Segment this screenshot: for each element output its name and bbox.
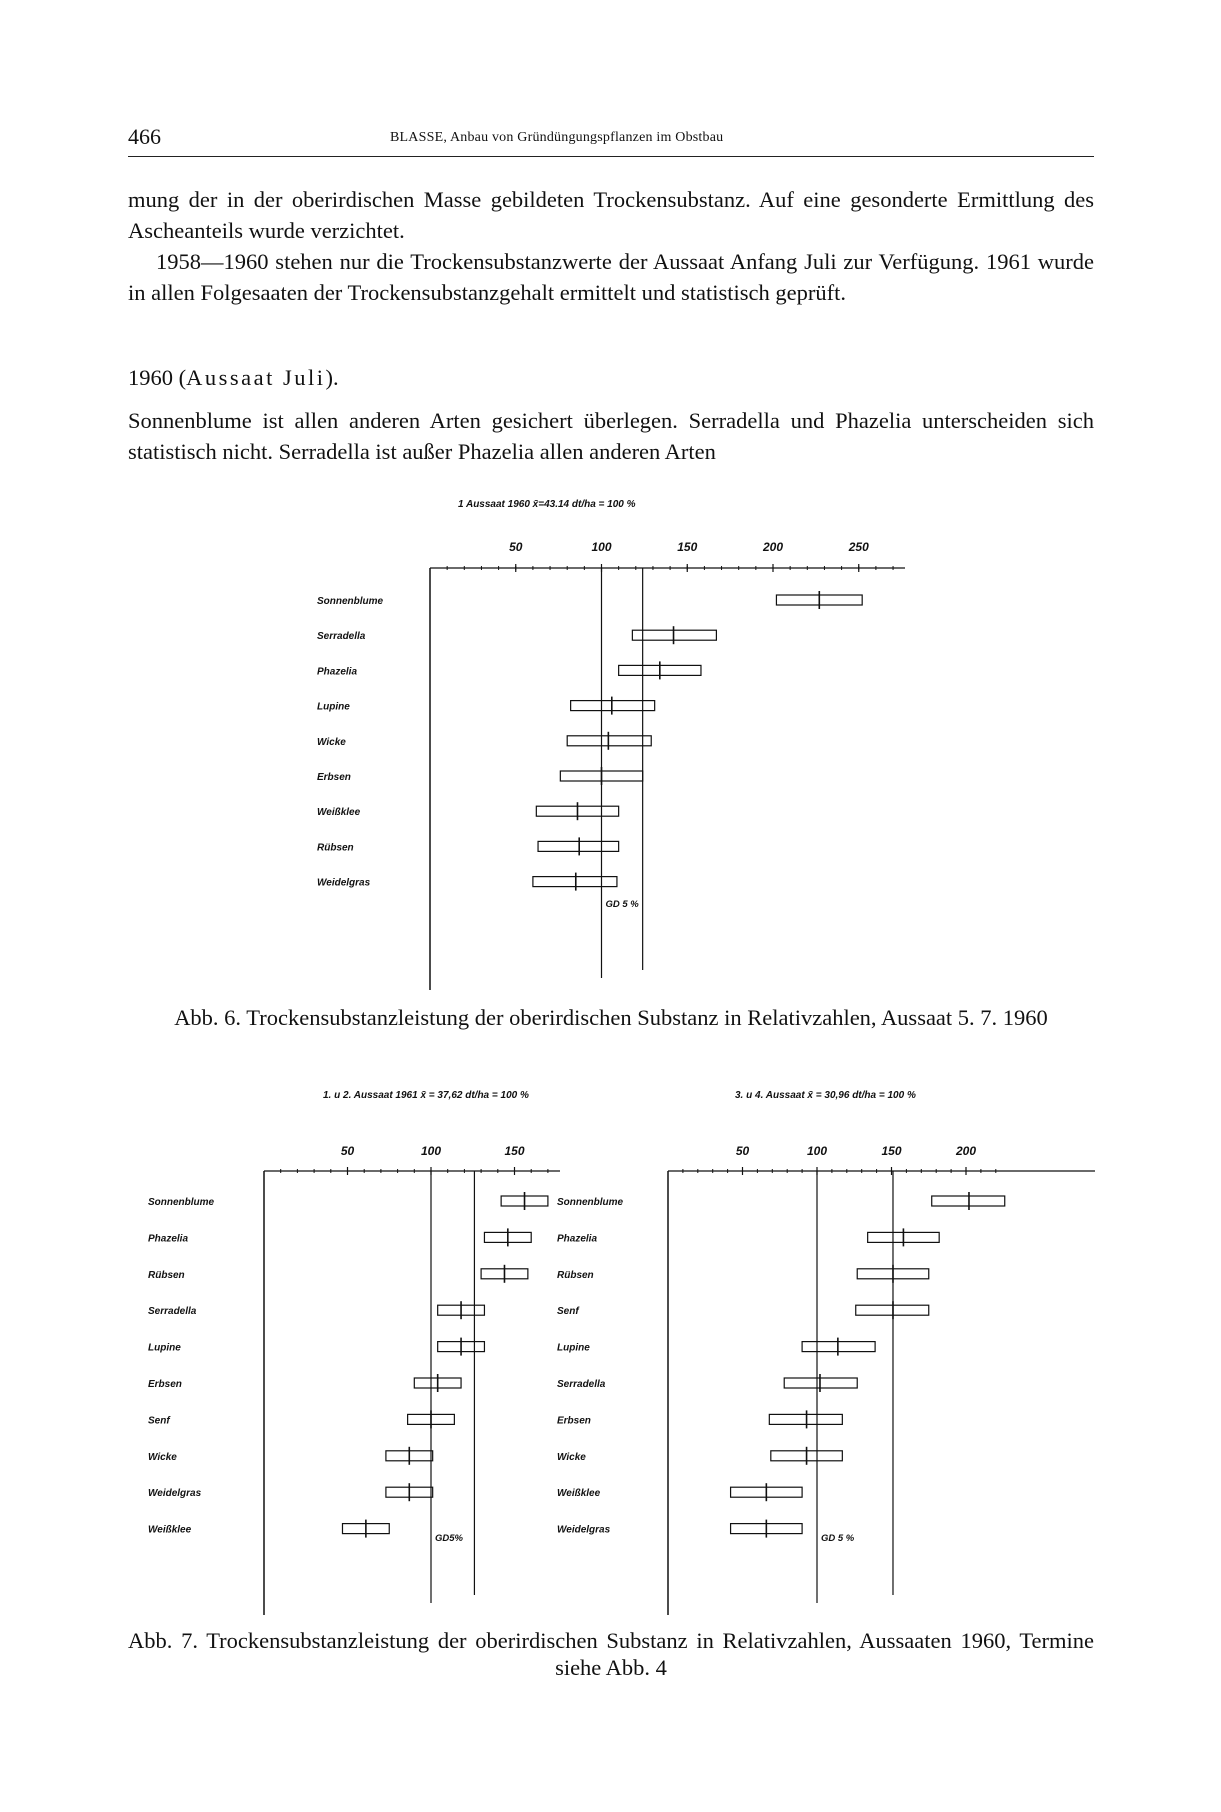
chart-title: 1 Aussaat 1960 x̄=43.14 dt/ha = 100 %: [458, 499, 636, 510]
tick-label: 200: [762, 540, 784, 554]
tick-label: 150: [881, 1144, 902, 1158]
gd-label: GD5%: [435, 1533, 463, 1544]
category-label: Phazelia: [317, 666, 358, 678]
tick-label: 100: [591, 540, 612, 554]
tick-label: 100: [806, 1144, 828, 1158]
category-label: Weidelgras: [148, 1488, 202, 1500]
category-label: Rübsen: [317, 842, 354, 854]
category-label: Serradella: [317, 631, 366, 643]
section-title-spaced: Aussaat Juli: [186, 365, 326, 390]
category-label: Wicke: [317, 736, 346, 748]
category-label: Weidelgras: [317, 877, 371, 889]
section-year: 1960 (: [128, 365, 187, 390]
category-label: Weißklee: [557, 1488, 601, 1500]
paragraph: Sonnenblume ist allen anderen Arten gesichert überlegen. Serradella und Phazelia unterscheiden sich statistisch nicht. Serradella ist außer Phazelia allen anderen Arten: [128, 408, 1094, 464]
tick-label: 250: [848, 540, 869, 554]
category-label: Sonnenblume: [148, 1197, 215, 1208]
category-label: Lupine: [557, 1342, 590, 1354]
interval-box: [571, 701, 655, 711]
category-label: Erbsen: [317, 772, 351, 783]
chart-title: 1. u 2. Aussaat 1961 x̄ = 37,62 dt/ha = 100 %: [323, 1090, 529, 1101]
tick-label: 150: [504, 1144, 525, 1158]
category-label: Sonnenblume: [557, 1197, 624, 1208]
category-label: Lupine: [148, 1342, 181, 1354]
category-label: Erbsen: [557, 1415, 591, 1427]
category-label: Phazelia: [557, 1233, 598, 1245]
category-label: Serradella: [557, 1379, 606, 1390]
category-label: Sonnenblume: [317, 596, 384, 607]
tick-label: 50: [509, 540, 523, 554]
category-label: Rübsen: [148, 1269, 185, 1281]
category-label: Senf: [557, 1306, 579, 1318]
gd-label: GD 5 %: [605, 899, 639, 910]
category-label: Weißklee: [148, 1524, 192, 1536]
interval-box: [632, 630, 716, 640]
figure-6-caption: Abb. 6. Trockensubstanzleistung der oberirdischen Substanz in Relativzahlen, Aussaat 5. 7. 1960: [174, 1005, 1048, 1030]
paragraph: 1958—1960 stehen nur die Trockensubstanzwerte der Aussaat Anfang Juli zur Verfügung. 1961 wurde in allen Folgesaaten der Trockensubstanzgehalt ermittelt und statistisch geprüft.: [128, 249, 1094, 305]
interval-box: [538, 841, 619, 851]
tick-label: 150: [677, 540, 698, 554]
interval-box: [567, 736, 651, 746]
running-title: BLASSE, Anbau von Gründüngungspflanzen im Obstbau: [390, 130, 724, 145]
category-label: Lupine: [317, 701, 350, 713]
gd-label: GD 5 %: [821, 1533, 855, 1544]
category-label: Wicke: [148, 1451, 177, 1463]
tick-label: 100: [420, 1144, 442, 1158]
figure-7-caption: Abb. 7. Trockensubstanzleistung der oberirdischen Substanz in Relativzahlen, Aussaaten 1960, Termine siehe Abb. 4: [128, 1628, 1094, 1680]
chart-title: 3. u 4. Aussaat x̄ = 30,96 dt/ha = 100 %: [735, 1090, 916, 1101]
category-label: Rübsen: [557, 1269, 594, 1281]
category-label: Erbsen: [148, 1379, 182, 1390]
category-label: Weißklee: [317, 807, 361, 819]
category-label: Weidelgras: [557, 1524, 611, 1536]
category-label: Wicke: [557, 1451, 586, 1463]
page-number: 466: [128, 124, 161, 149]
tick-label: 200: [955, 1144, 977, 1158]
category-label: Senf: [148, 1415, 170, 1427]
category-label: Serradella: [148, 1306, 197, 1318]
tick-label: 50: [735, 1144, 750, 1158]
interval-box: [533, 877, 617, 887]
section-end: ).: [325, 365, 339, 390]
category-label: Phazelia: [148, 1233, 189, 1245]
tick-label: 50: [340, 1144, 355, 1158]
paragraph: mung der in der oberirdischen Masse gebildeten Trockensubstanz. Auf eine gesonderte Ermittlung des Ascheanteils wurde verzichtet.: [128, 187, 1094, 243]
